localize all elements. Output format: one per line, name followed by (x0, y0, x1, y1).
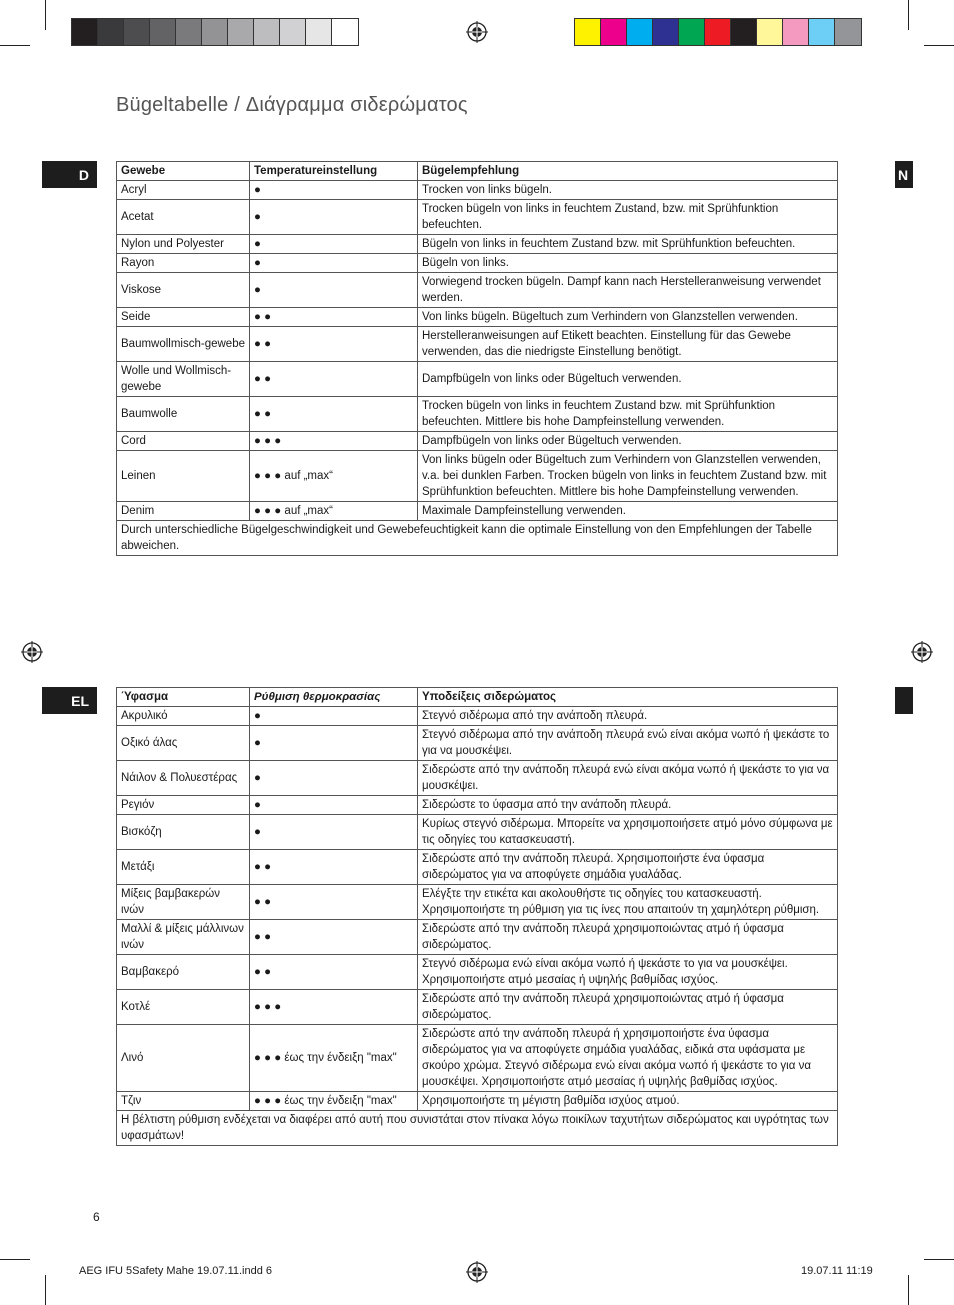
header-advice: Υποδείξεις σιδερώματος (418, 688, 838, 707)
cell-fabric: Seide (117, 308, 250, 327)
cell-advice: Bügeln von links. (418, 254, 838, 273)
table-row (117, 451, 838, 502)
registration-mark-icon (466, 21, 488, 43)
cell-advice: Trocken von links bügeln. (418, 181, 838, 200)
cell-fabric: Οξικό άλας (117, 726, 250, 761)
language-tab-el: EL (42, 687, 97, 714)
cell-temperature: ● ● (250, 308, 418, 327)
color-swatch (98, 19, 124, 45)
cell-fabric: Acryl (117, 181, 250, 200)
table-row (117, 254, 838, 273)
table-row (117, 920, 838, 955)
cell-advice: Maximale Dampfeinstellung verwenden. (418, 502, 838, 521)
cell-advice: Vorwiegend trocken bügeln. Dampf kann nach Herstelleranweisung verwendet werden. (418, 273, 838, 308)
header-temperature: Temperatureinstellung (250, 162, 418, 181)
cell-temperature: ● (250, 815, 418, 850)
color-swatch (254, 19, 280, 45)
table-row (117, 397, 838, 432)
cell-advice: Herstelleranweisungen auf Etikett beachten. Einstellung für das Gewebe verwenden, das die niedrigste Einstellung benötigt. (418, 327, 838, 362)
language-tab-right-el (895, 687, 913, 714)
cell-temperature: ● ● ● έως την ένδειξη "max" (250, 1025, 418, 1092)
cell-temperature: ● ● ● έως την ένδειξη "max" (250, 1092, 418, 1111)
cell-temperature: ● (250, 707, 418, 726)
color-swatch (653, 19, 679, 45)
language-tab-right: N (895, 161, 913, 188)
ironing-table-german (116, 161, 838, 556)
cell-fabric: Rayon (117, 254, 250, 273)
header-temperature: Ρύθμιση θερμοκρασίας (250, 688, 418, 707)
cell-advice: Dampfbügeln von links oder Bügeltuch verwenden. (418, 362, 838, 397)
header-fabric: Ύφασμα (117, 688, 250, 707)
cell-fabric: Baumwolle (117, 397, 250, 432)
cell-fabric: Τζιν (117, 1092, 250, 1111)
cell-advice: Trocken bügeln von links in feuchtem Zustand bzw. mit Sprühfunktion befeuchten. Mittlere bis hohe Dampfeinstellung verwenden. (418, 397, 838, 432)
table-row (117, 327, 838, 362)
cell-advice: Σιδερώστε από την ανάποδη πλευρά ή χρησιμοποιήστε ένα ύφασμα σιδερώματος για να αποφύγετε σημάδια γυαλάδας, ειδικά στα υφάσματα με σκούρο χρώμα. Στεγνό σιδέρωμα ενώ είναι ακόμα νωπό ή ψεκάστε το για να μουσκέψει. Χρησιμοποιήστε ατμό μεσαίας ή υψηλής βαθμίδας ισχύος. (418, 1025, 838, 1092)
cell-temperature: ● ● ● auf „max“ (250, 451, 418, 502)
cell-fabric: Μετάξι (117, 850, 250, 885)
table-header-row (117, 162, 838, 181)
table-row (117, 815, 838, 850)
cell-temperature: ● (250, 761, 418, 796)
cell-temperature: ● ● ● (250, 990, 418, 1025)
cell-fabric: Denim (117, 502, 250, 521)
cell-advice: Trocken bügeln von links in feuchtem Zustand, bzw. mit Sprühfunktion befeuchten. (418, 200, 838, 235)
color-swatch (280, 19, 306, 45)
process-color-bar (574, 18, 862, 46)
table-row (117, 726, 838, 761)
table-note-row (117, 521, 838, 556)
color-swatch (332, 19, 358, 45)
cell-advice: Ελέγξτε την ετικέτα και ακολουθήστε τις οδηγίες του κατασκευαστή. Χρησιμοποιήστε τη ρύθμιση για τις ίνες που απαιτούν τη χαμηλότερη ρύθμιση. (418, 885, 838, 920)
page-number: 6 (93, 1210, 100, 1224)
table-row (117, 1092, 838, 1111)
table-header-row (117, 688, 838, 707)
footer-timestamp: 19.07.11 11:19 (801, 1265, 873, 1277)
cell-temperature: ● ● ● auf „max“ (250, 502, 418, 521)
color-swatch (705, 19, 731, 45)
table-row (117, 955, 838, 990)
cell-fabric: Κοτλέ (117, 990, 250, 1025)
cell-advice: Von links bügeln oder Bügeltuch zum Verhindern von Glanzstellen verwenden, v.a. bei dunklen Farben. Trocken bügeln von links in feuchtem Zustand bzw. mit Sprühfunktion befeuchten. Mittlere bis hohe Dampfeinstellung verwenden. (418, 451, 838, 502)
table-row (117, 273, 838, 308)
cell-fabric: Νάιλον & Πολυεστέρας (117, 761, 250, 796)
cell-temperature: ● (250, 726, 418, 761)
registration-mark-icon (911, 641, 933, 663)
table-row (117, 502, 838, 521)
color-swatch (627, 19, 653, 45)
color-swatch (757, 19, 783, 45)
cell-fabric: Βισκόζη (117, 815, 250, 850)
cell-fabric: Viskose (117, 273, 250, 308)
cell-fabric: Acetat (117, 200, 250, 235)
table-row (117, 850, 838, 885)
cell-temperature: ● ● (250, 397, 418, 432)
cell-fabric: Λινό (117, 1025, 250, 1092)
table-row (117, 235, 838, 254)
color-swatch (679, 19, 705, 45)
cell-fabric: Ακρυλικό (117, 707, 250, 726)
table-row (117, 432, 838, 451)
language-tab-de: D (42, 161, 97, 188)
color-swatch (72, 19, 98, 45)
cell-temperature: ● (250, 273, 418, 308)
grayscale-color-bar (71, 18, 359, 46)
cell-temperature: ● ● (250, 850, 418, 885)
table-row (117, 990, 838, 1025)
color-swatch (809, 19, 835, 45)
cell-fabric: Βαμβακερό (117, 955, 250, 990)
color-swatch (150, 19, 176, 45)
table-note-row (117, 1111, 838, 1146)
cell-advice: Στεγνό σιδέρωμα από την ανάποδη πλευρά ενώ είναι ακόμα νωπό ή ψεκάστε το για να μουσκέψει. (418, 726, 838, 761)
cell-fabric: Cord (117, 432, 250, 451)
cell-advice: Σιδερώστε από την ανάποδη πλευρά χρησιμοποιώντας ατμό ή ύφασμα σιδερώματος. (418, 920, 838, 955)
color-swatch (306, 19, 332, 45)
cell-advice: Στεγνό σιδέρωμα ενώ είναι ακόμα νωπό ή ψεκάστε το για να μουσκέψει. Χρησιμοποιήστε ατμό μεσαίας ή υψηλής βαθμίδας ισχύος. (418, 955, 838, 990)
cell-advice: Κυρίως στεγνό σιδέρωμα. Μπορείτε να χρησιμοποιήσετε ατμό μόνο σύμφωνα με τις οδηγίες του κατασκευαστή. (418, 815, 838, 850)
cell-temperature: ● (250, 181, 418, 200)
cell-fabric: Ρεγιόν (117, 796, 250, 815)
table-row (117, 181, 838, 200)
cell-advice: Σιδερώστε από την ανάποδη πλευρά χρησιμοποιώντας ατμό ή ύφασμα σιδερώματος. (418, 990, 838, 1025)
cell-advice: Σιδερώστε από την ανάποδη πλευρά. Χρησιμοποιήστε ένα ύφασμα σιδερώματος για να αποφύγετε σημάδια γυαλάδας. (418, 850, 838, 885)
cell-fabric: Μίξεις βαμβακερών ινών (117, 885, 250, 920)
table-note: Durch unterschiedliche Bügelgeschwindigkeit und Gewebefeuchtigkeit kann die optimale Einstellung von den Empfehlungen der Tabelle abweichen. (117, 521, 838, 556)
page-title: Bügeltabelle / Διάγραμμα σιδερώματος (116, 94, 468, 116)
cell-advice: Dampfbügeln von links oder Bügeltuch verwenden. (418, 432, 838, 451)
table-row (117, 1025, 838, 1092)
cell-advice: Σιδερώστε από την ανάποδη πλευρά ενώ είναι ακόμα νωπό ή ψεκάστε το για να μουσκέψει. (418, 761, 838, 796)
color-swatch (731, 19, 757, 45)
cell-fabric: Leinen (117, 451, 250, 502)
cell-advice: Von links bügeln. Bügeltuch zum Verhindern von Glanzstellen verwenden. (418, 308, 838, 327)
color-swatch (202, 19, 228, 45)
cell-fabric: Baumwollmisch-gewebe (117, 327, 250, 362)
footer-file-info: AEG IFU 5Safety Mahe 19.07.11.indd 6 (79, 1265, 273, 1277)
cell-fabric: Wolle und Wollmisch-gewebe (117, 362, 250, 397)
header-advice: Bügelempfehlung (418, 162, 838, 181)
registration-mark-icon (21, 641, 43, 663)
cell-temperature: ● (250, 235, 418, 254)
cell-advice: Σιδερώστε το ύφασμα από την ανάποδη πλευρά. (418, 796, 838, 815)
table-row (117, 885, 838, 920)
color-swatch (176, 19, 202, 45)
table-row (117, 362, 838, 397)
table-row (117, 796, 838, 815)
table-note: Η βέλτιστη ρύθμιση ενδέχεται να διαφέρει από αυτή που συνιστάται στον πίνακα λόγω ποικίλων ταχυτήτων σιδερώματος και υγρότητας των υφασμάτων! (117, 1111, 838, 1146)
cell-fabric: Μαλλί & μίξεις μάλλινων ινών (117, 920, 250, 955)
color-swatch (124, 19, 150, 45)
cell-temperature: ● ● (250, 327, 418, 362)
color-swatch (575, 19, 601, 45)
cell-advice: Bügeln von links in feuchtem Zustand bzw. mit Sprühfunktion befeuchten. (418, 235, 838, 254)
color-swatch (783, 19, 809, 45)
color-swatch (601, 19, 627, 45)
cell-advice: Στεγνό σιδέρωμα από την ανάποδη πλευρά. (418, 707, 838, 726)
color-swatch (228, 19, 254, 45)
color-swatch (835, 19, 861, 45)
table-row (117, 200, 838, 235)
cell-temperature: ● (250, 200, 418, 235)
cell-temperature: ● ● (250, 955, 418, 990)
table-row (117, 761, 838, 796)
header-fabric: Gewebe (117, 162, 250, 181)
cell-fabric: Nylon und Polyester (117, 235, 250, 254)
table-row (117, 308, 838, 327)
cell-temperature: ● (250, 796, 418, 815)
cell-temperature: ● (250, 254, 418, 273)
cell-temperature: ● ● ● (250, 432, 418, 451)
table-row (117, 707, 838, 726)
ironing-table-greek (116, 687, 838, 1146)
registration-mark-icon (466, 1261, 488, 1283)
cell-temperature: ● ● (250, 362, 418, 397)
cell-temperature: ● ● (250, 885, 418, 920)
cell-advice: Χρησιμοποιήστε τη μέγιστη βαθμίδα ισχύος ατμού. (418, 1092, 838, 1111)
cell-temperature: ● ● (250, 920, 418, 955)
